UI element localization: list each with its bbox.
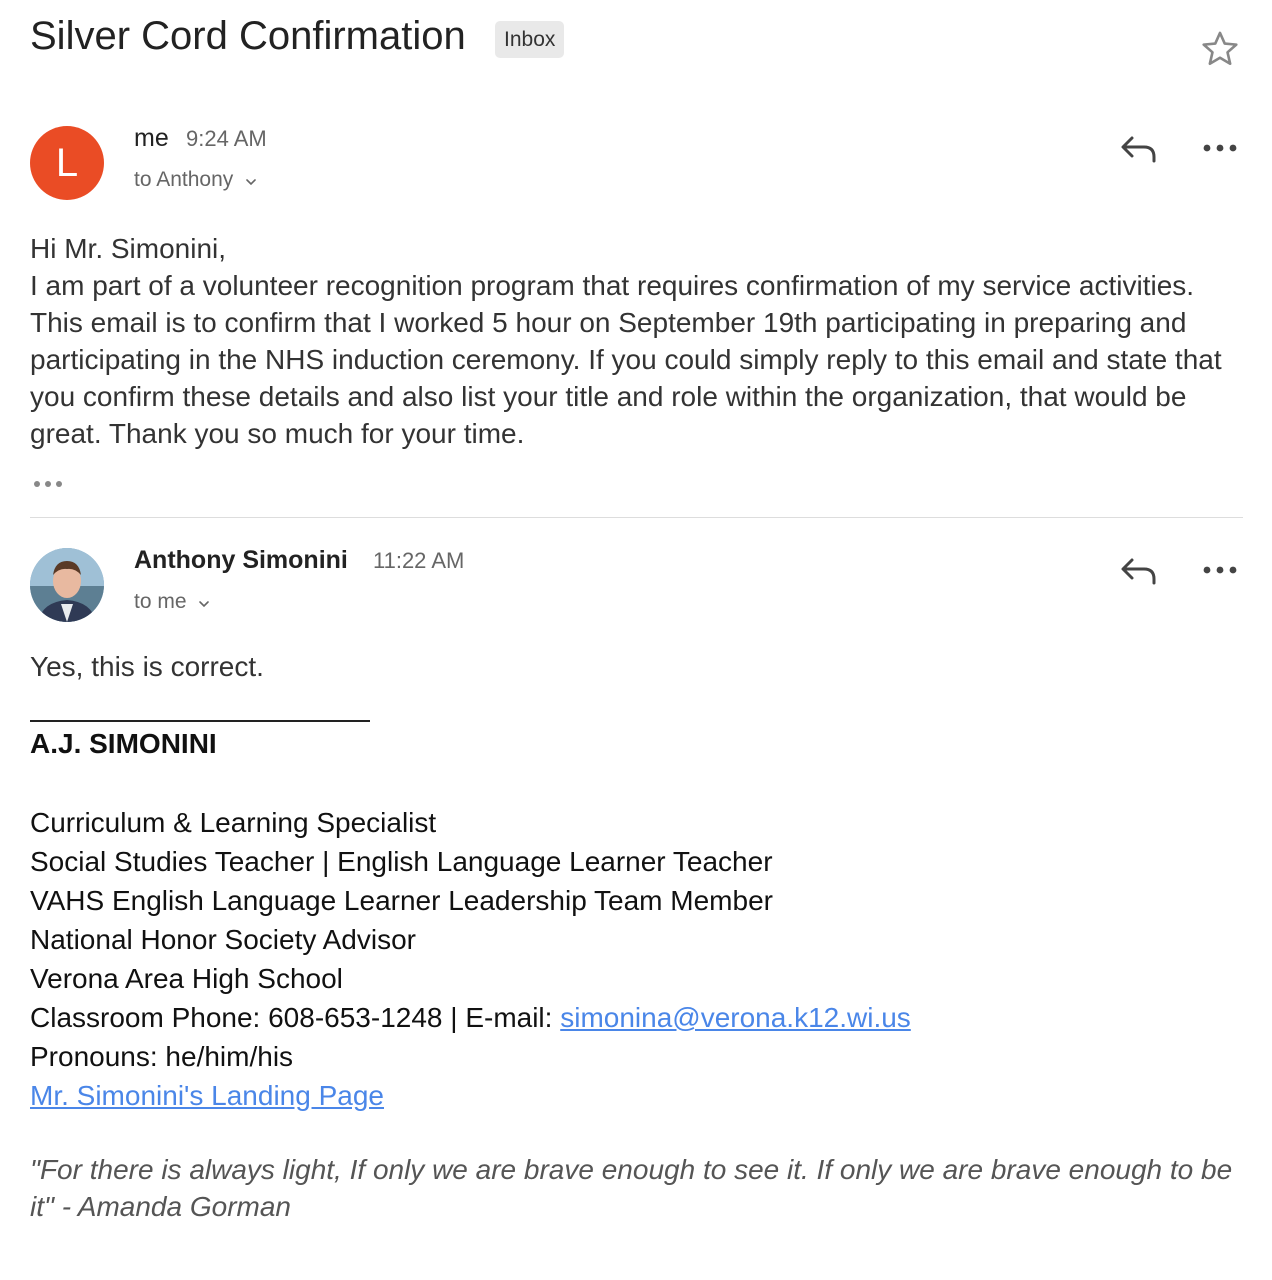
body-paragraph: I am part of a volunteer recognition program that requires confirmation of my service activities. This email is to confirm that I worked 5 hour on September 19th participating in preparing and participating in the NHS induction ceremony. If you could simply reply to this email and state that you confirm these details and also list your title and role within the organization, that would be great. Thank you so much for your time. [30, 270, 1222, 449]
greeting-text: Hi Mr. Simonini, [30, 233, 227, 264]
signature-line: National Honor Society Advisor [30, 924, 416, 955]
sender-name: Anthony Simonini [134, 546, 348, 574]
reply-text: Yes, this is correct. [30, 651, 264, 682]
pronouns-line: Pronouns: he/him/his [30, 1041, 294, 1072]
contact-line [30, 998, 911, 1037]
landing-page-row [30, 1076, 911, 1115]
message-time: 9:24 AM [186, 126, 267, 151]
profile-photo [30, 548, 104, 622]
chevron-down-icon [244, 175, 258, 189]
sender-name: me [134, 124, 169, 152]
signature-quote: "For there is always light, If only we are brave enough to see it. If only we are brave enough to be it" - Amanda Gorman [30, 1154, 1233, 1222]
recipient-toggle[interactable] [134, 590, 211, 614]
email-subject: Silver Cord Confirmation [30, 14, 466, 58]
reply-icon[interactable] [1116, 130, 1164, 170]
reply-icon[interactable] [1116, 552, 1164, 592]
more-icon[interactable] [1196, 130, 1244, 170]
recipient-label: to me [134, 590, 187, 613]
sender-avatar[interactable]: L [30, 126, 104, 200]
avatar[interactable] [30, 548, 104, 622]
signature-line: VAHS English Language Learner Leadership Team Member [30, 885, 773, 916]
chevron-down-icon [197, 597, 211, 611]
message-body [30, 230, 1245, 452]
landing-page-link[interactable]: Mr. Simonini's Landing Page [30, 1080, 384, 1111]
message-time: 11:22 AM [373, 548, 465, 573]
signature-rule [30, 720, 370, 722]
inbox-label-chip[interactable]: Inbox [495, 21, 564, 58]
signature-line: Social Studies Teacher | English Language Learner Teacher [30, 846, 773, 877]
more-icon[interactable] [1196, 552, 1244, 592]
signature-block [30, 803, 911, 1115]
contact-prefix: Classroom Phone: 608-653-1248 | E-mail: [30, 1002, 561, 1033]
recipient-label: to Anthony [134, 168, 234, 191]
star-icon[interactable] [1199, 28, 1241, 70]
signature-line: Verona Area High School [30, 963, 343, 994]
ellipsis-icon[interactable] [30, 470, 68, 498]
email-link[interactable]: simonina@verona.k12.wi.us [560, 1002, 911, 1033]
signature-name: A.J. SIMONINI [30, 728, 217, 759]
message-divider [30, 517, 1243, 518]
signature-line: Curriculum & Learning Specialist [30, 807, 437, 838]
recipient-toggle[interactable] [134, 168, 258, 192]
